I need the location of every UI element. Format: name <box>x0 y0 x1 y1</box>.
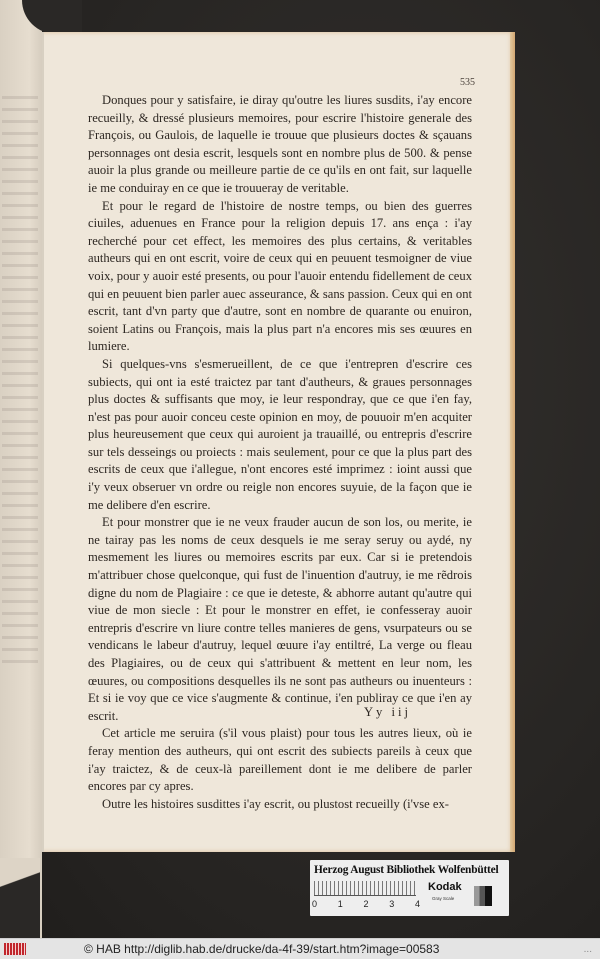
gray-scale-label: Gray Scale <box>432 896 455 901</box>
paragraph: Et pour le regard de l'histoire de nostre temps, ou bien des guerres ciuiles, aduenues en France pour la religion depuis 17. ans ença : i'ay recherché pour cet effect, les memoires des plus certains, & veritables autheurs qui en ont escrit, voire de ceux qui en peuuent tesmoigner de viue voix, pour y auoir esté presents, ou pour l'auoir entendu fidellement de ceux qui en peuuent bien parler auec asseurance, & sans passion. Ceux qui en ont escrit, tant d'vn party que d'autre, sont en nombre de quarante ou enuiron, soient Latins ou François, mais la plus part n'a encores mis ses œuures en lumiere. <box>88 198 472 354</box>
ruler-label: 4 <box>414 899 420 909</box>
library-name: Herzog August Bibliothek Wolfenbüttel <box>314 864 499 876</box>
kodak-logo: Kodak <box>428 881 462 893</box>
page-corner-shadow <box>0 858 40 938</box>
color-target-card <box>310 860 509 916</box>
gutter-fold <box>42 32 44 852</box>
ruler-label: 1 <box>337 899 343 909</box>
footer-bar <box>0 938 600 959</box>
book-page <box>42 32 515 852</box>
ruler-icon <box>314 881 416 896</box>
ruler-labels <box>312 899 420 909</box>
ruler-label: 3 <box>389 899 395 909</box>
paragraph: Cet article me seruira (s'il vous plaist) pour tous les autres lieux, où ie feray mention des autheurs, qui ont escrit des subiects pareils à ceux que i'ay traictez, & de ceux-là pareillement dont ie me delibere de parler encores par cy apres. <box>88 726 472 794</box>
hab-logo-icon <box>4 943 26 955</box>
more-icon[interactable]: ... <box>583 943 592 955</box>
paragraph: Et pour monstrer que ie ne veux frauder aucun de son los, ou merite, ie ne tairay pas les noms de ceux desquels ie me seray seruy ou aydé, ny mesmement les liures ou memoires escrits par eux. Car si ie pretendois m'attribuer chose quelconque, qui fust de l'inuention d'autruy, ie me rẽdrois digne du nom de Plagiaire : ce que ie deteste, & abhorre autant qu'autre qui viue de mon siecle : Et pour le monstrer en effet, ie confesseray auoir entrepris d'escrire vn liure contre telles manieres de gens, vsurpateurs ou se vendicans le labeur d'autruy, lequel œuure i'ay entiltré, La verge ou fleau des Plagiaires, ou de ceux qui s'attribuent & mettent en leur nom, les œuures, ou compositions desquelles ils ne sont pas autheurs ou inuenteurs : Et si ie voy que ce vice s'augmente & continue, i'en publiray ce que i'en ay escrit. <box>88 515 472 723</box>
paragraph: Donques pour y satisfaire, ie diray qu'outre les liures susdits, i'ay encore recueilly, & dressé plusieurs memoires, pour escrire l'histoire generale des François, ou Gaulois, de laquelle ie trouue que plusieurs doctes & sçauans personnages ont desia escrit, lesquels sont en nombre plus de 500. & pense auoir la plus grande ou meilleure partie de ce qu'ils en ont fait, sur laquelle ie me conduiray en ce que ie trouueray de veritable. <box>88 93 472 195</box>
signature-mark: Yy iij <box>363 705 411 719</box>
facing-page-edge <box>0 0 42 938</box>
grayscale-swatch-icon <box>474 886 492 906</box>
ruler-label: 0 <box>312 899 318 909</box>
page-number: 535 <box>460 77 475 88</box>
footer-copyright-link[interactable]: © HAB http://diglib.hab.de/drucke/da-4f-39/start.htm?image=00583 <box>84 942 440 956</box>
bleed-through-text <box>2 96 38 672</box>
ruler-label: 2 <box>363 899 369 909</box>
paragraph: Outre les histoires susdittes i'ay escrit, ou plustost recueilly (i'vse ex- <box>102 796 449 811</box>
page-text <box>88 92 472 813</box>
page-edge <box>510 32 515 852</box>
paragraph: Si quelques-vns s'esmerueillent, de ce que i'entrepren d'escrire ces subiects, qui ont ia esté traictez par tant d'autheurs, & graues personnages plus doctes & suffisants que moy, ie leur respondray, que ce que i'en fay, n'est pas pour auoir conceu ceste opinion en moy, de pouuoir m'en acquiter plus heureusement que ceux qui auroient ja trauaillé, ou entrepris d'escrire sur tels desseings ou proiects : mais seulement, pour ce que la plus part des escrits de ceux que i'allegue, n'ont encores esté imprimez : ioint aussi que i'y veux obseruer vn ordre ou reigle non encores suyuie, de la façon que ie me delibere d'en escrire. <box>88 356 472 512</box>
